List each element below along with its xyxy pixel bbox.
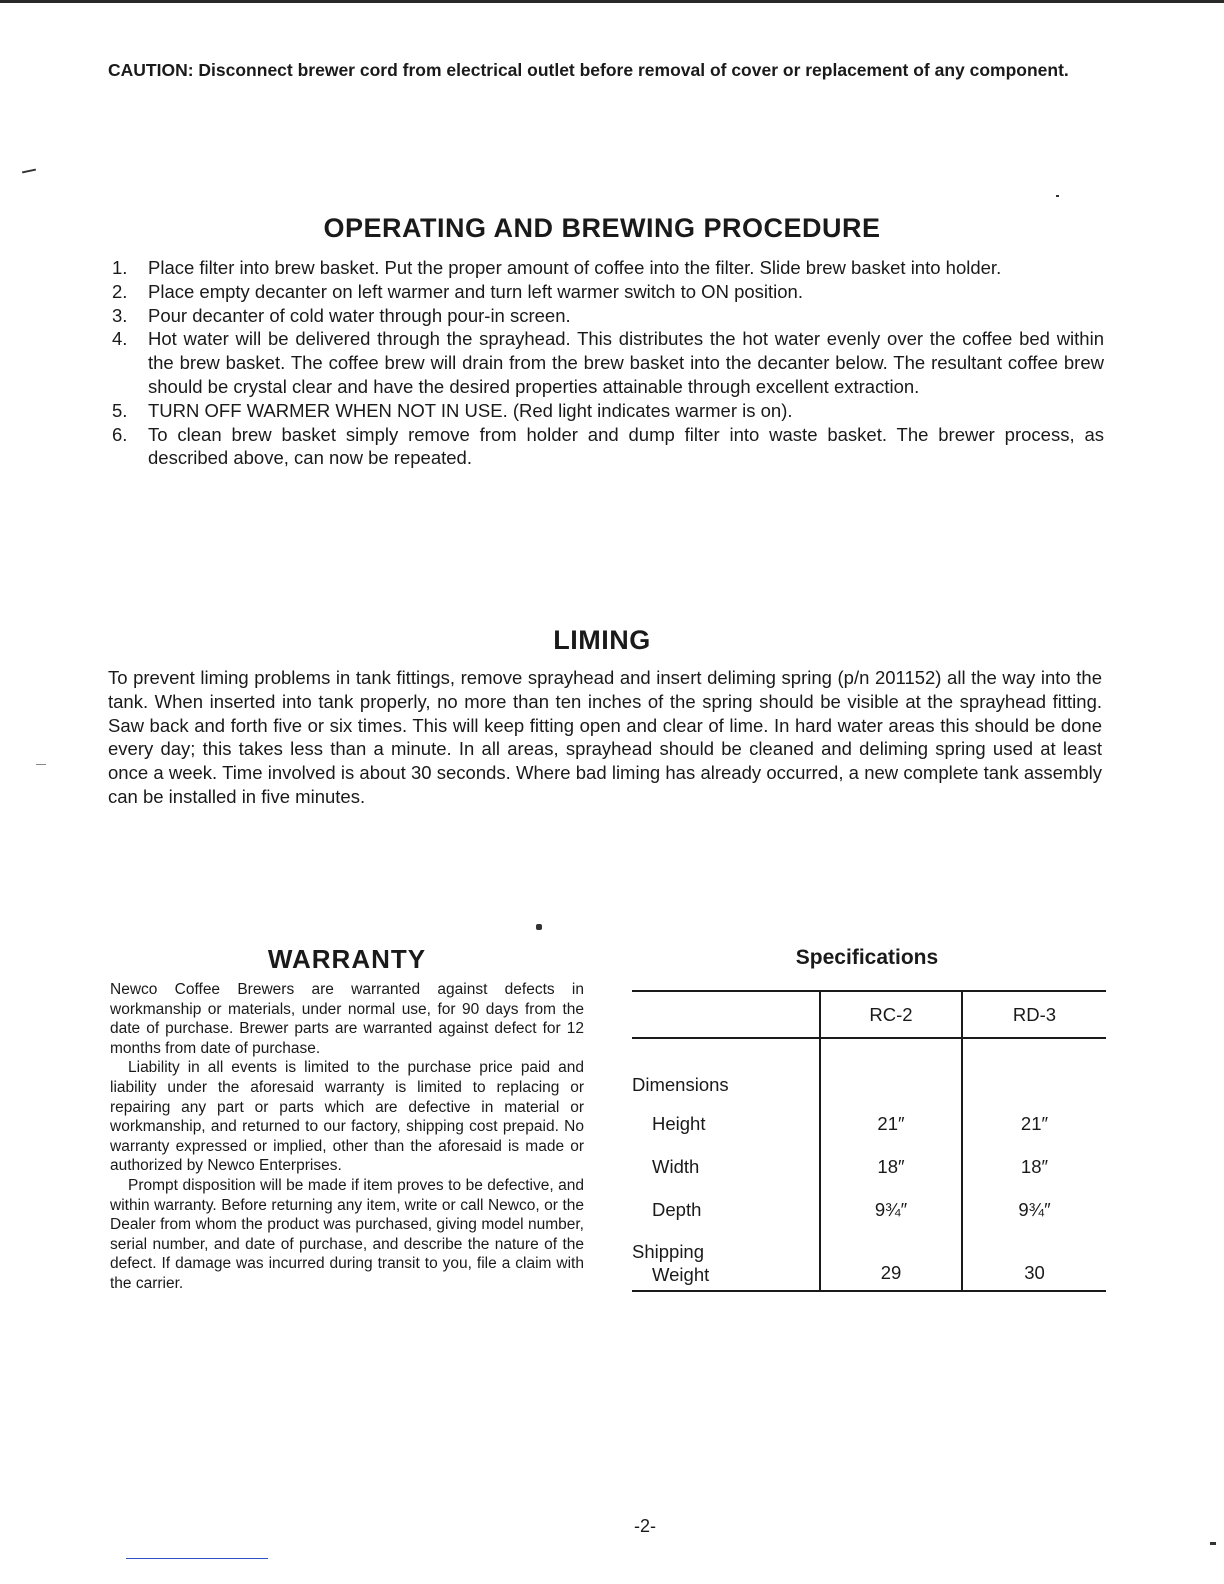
cell-value: 18″ xyxy=(962,1145,1106,1188)
warranty-heading: WARRANTY xyxy=(267,944,427,974)
step-number: 6. xyxy=(112,423,128,445)
row-label: Width xyxy=(652,1155,700,1177)
specifications-heading: Specifications xyxy=(795,946,939,969)
step-number: 1. xyxy=(112,257,128,278)
scan-blue-line xyxy=(126,1558,268,1559)
step-item xyxy=(108,327,1104,398)
cell-value: 30 xyxy=(962,1231,1106,1291)
step-number: 3. xyxy=(112,304,128,326)
cell-value: 21″ xyxy=(962,1102,1106,1145)
step-text: Place empty decanter on left warmer and turn left warmer switch to ON position. xyxy=(148,280,803,302)
operating-procedure-heading: OPERATING AND BREWING PROCEDURE xyxy=(323,213,881,243)
table-row xyxy=(632,1102,1106,1145)
dimensions-group-label: Dimensions xyxy=(632,1074,729,1095)
page-number: -2- xyxy=(634,1516,656,1536)
table-header-row xyxy=(632,991,1106,1038)
table-row xyxy=(632,1038,1106,1102)
cell-value: 9¾″ xyxy=(820,1188,962,1231)
caution-notice: CAUTION: Disconnect brewer cord from electrical outlet before removal of cover or replacement of any component. xyxy=(108,60,1069,80)
cell-value: 21″ xyxy=(820,1102,962,1145)
table-row xyxy=(632,1188,1106,1231)
table-row xyxy=(632,1145,1106,1188)
specifications-table xyxy=(632,990,1106,1292)
warranty-paragraph: Prompt disposition will be made if item proves to be defective, and within warranty. Before returning any item, write or call Newco, or the Dealer from whom the product was purchased, giving model number, serial number, and date of purchase, and describe the nature of the defect. If damage was incurred during transit to you, file a claim with the carrier. xyxy=(110,1176,584,1292)
row-label: Height xyxy=(652,1112,706,1134)
row-label: Depth xyxy=(652,1198,702,1220)
warranty-paragraph: Newco Coffee Brewers are warranted against defects in workmanship or materials, under normal use, for 90 days from the date of purchase. Brewer parts are warranted against defect for 12 months from date of purchase. xyxy=(110,981,584,1057)
step-text: To clean brew basket simply remove from holder and dump filter into waste basket. The brewer process, as described above, can now be repeated. xyxy=(148,423,1104,469)
step-item xyxy=(108,399,1104,423)
liming-heading: LIMING xyxy=(553,625,651,655)
liming-paragraph: To prevent liming problems in tank fittings, remove sprayhead and insert deliming spring (p/n 201152) all the way into the tank. When inserted into tank properly, no more than ten inches of the spring should be visible at the sprayhead fitting. Saw back and forth five or six times. This will keep fitting open and clear of lime. In hard water areas this should be done every day; this takes less than a minute. In all areas, sprayhead should be cleaned and deliming spring used at least once a week. Time involved is about 30 seconds. Where bad liming has already occurred, a new complete tank assembly can be installed in five minutes. xyxy=(108,667,1102,807)
step-item xyxy=(108,256,1104,280)
scan-mark xyxy=(1210,1542,1216,1545)
step-text: TURN OFF WARMER WHEN NOT IN USE. (Red light indicates warmer is on). xyxy=(148,399,793,421)
scan-mark xyxy=(536,924,542,930)
step-text: Pour decanter of cold water through pour-in screen. xyxy=(148,304,571,326)
shipping-label: Shipping xyxy=(632,1241,705,1262)
column-header-rd3: RD-3 xyxy=(962,991,1106,1038)
step-text: Place filter into brew basket. Put the proper amount of coffee into the filter. Slide brew basket into holder. xyxy=(148,257,1002,278)
step-number: 4. xyxy=(112,328,128,350)
top-border-rule xyxy=(0,0,1224,3)
step-number: 5. xyxy=(112,399,128,421)
table-corner-cell xyxy=(632,991,820,1038)
scan-mark xyxy=(36,764,46,765)
step-text: Hot water will be delivered through the sprayhead. This distributes the hot water evenly over the coffee bed within the brew basket. The coffee brew will drain from the brew basket into the decanter below. The resultant coffee brew should be crystal clear and have the desired properties attainable through excellent extraction. xyxy=(148,328,1104,397)
row-label xyxy=(632,1231,820,1291)
cell-value: 29 xyxy=(820,1231,962,1291)
step-item xyxy=(108,280,1104,304)
warranty-paragraph: Liability in all events is limited to the purchase price paid and liability under the aforesaid warranty is limited to replacing or repairing any part or parts which are defective in material or workmanship, and returned to our factory, shipping cost prepaid. No warranty expressed or implied, other than the aforesaid is made or authorized by Newco Enterprises. xyxy=(110,1059,584,1175)
operating-steps-list xyxy=(108,256,1104,470)
column-header-rc2: RC-2 xyxy=(820,991,962,1038)
scan-mark xyxy=(1056,195,1059,197)
scan-mark xyxy=(22,169,36,174)
step-number: 2. xyxy=(112,280,128,302)
table-row xyxy=(632,1231,1106,1291)
step-item xyxy=(108,423,1104,471)
weight-label: Weight xyxy=(652,1264,710,1285)
warranty-body xyxy=(110,980,584,1294)
step-item xyxy=(108,304,1104,328)
cell-value: 18″ xyxy=(820,1145,962,1188)
cell-value: 9¾″ xyxy=(962,1188,1106,1231)
